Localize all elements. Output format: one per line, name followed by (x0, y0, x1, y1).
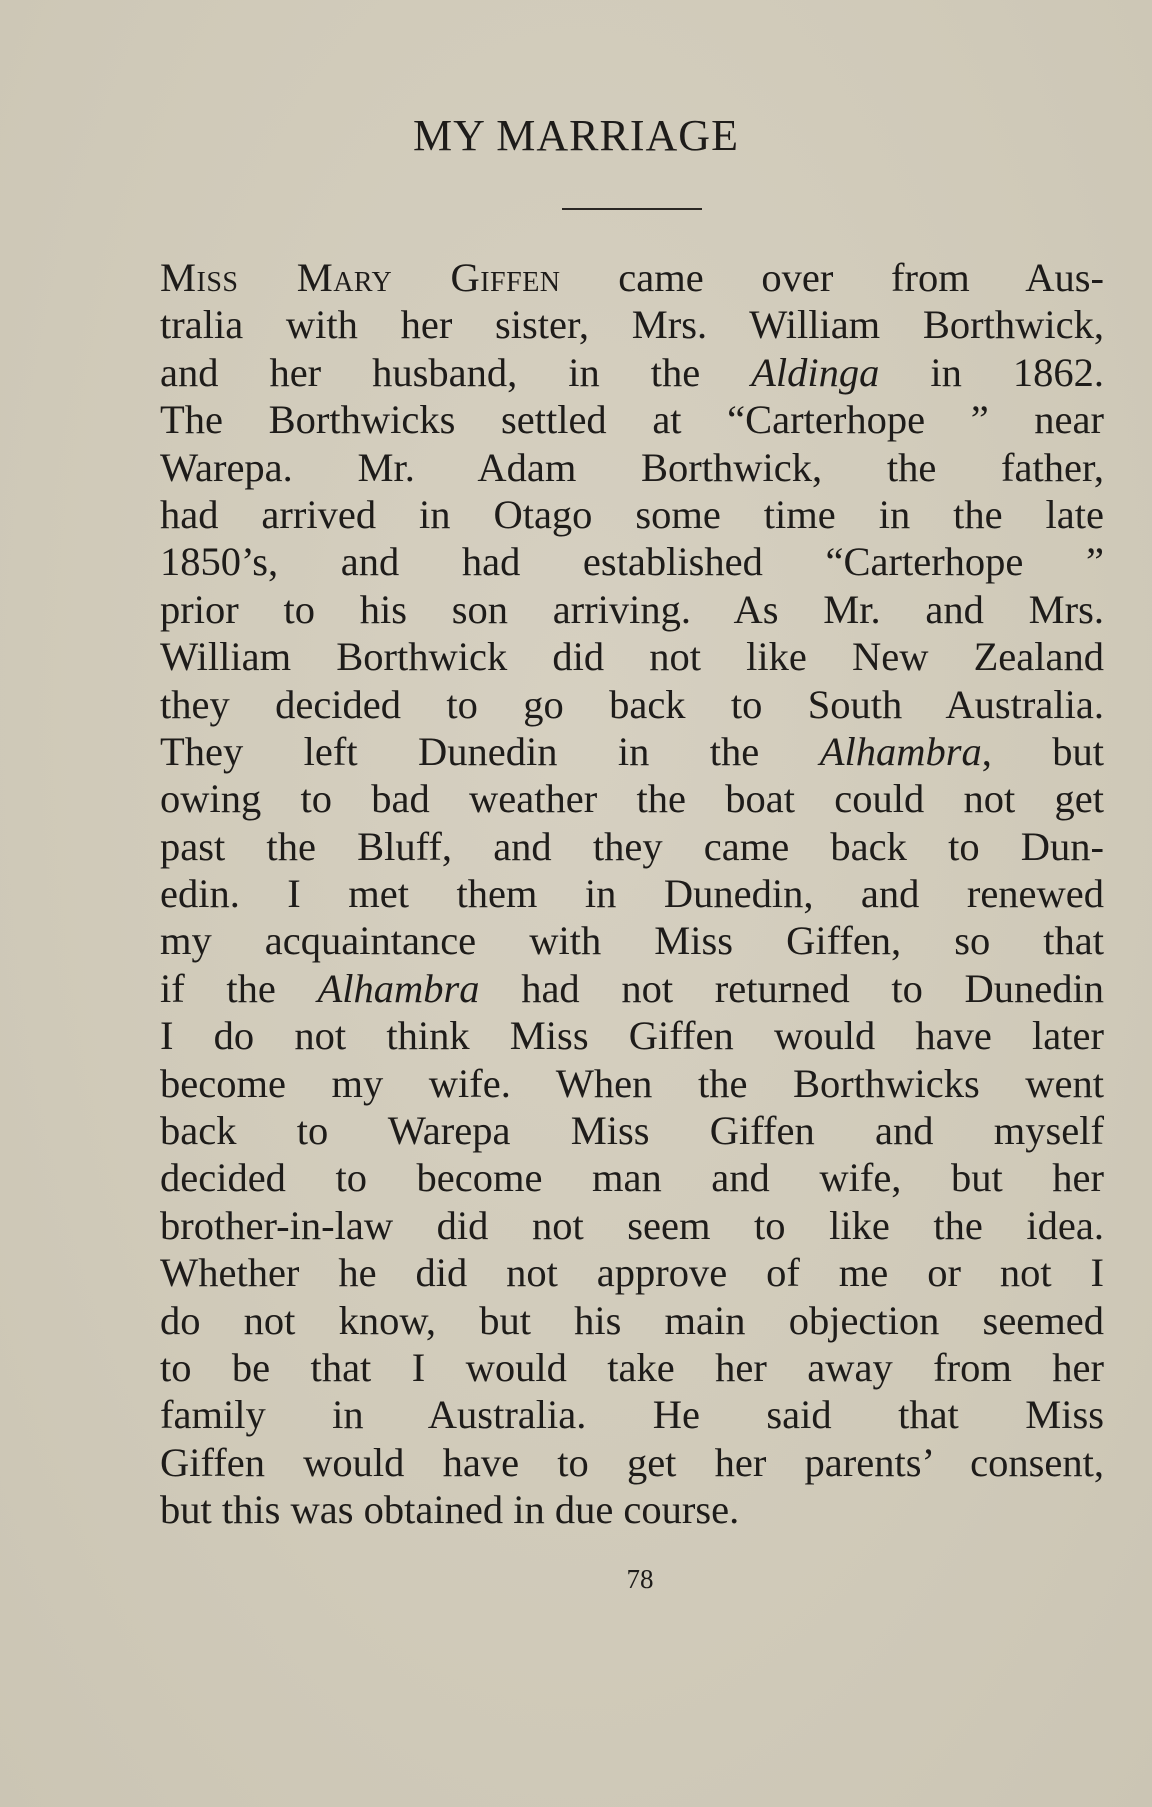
text-line: become my wife. When the Borthwicks went (160, 1060, 1104, 1106)
text-line: Warepa. Mr. Adam Borthwick, the father, (160, 444, 1104, 490)
text-line: owing to bad weather the boat could not get (160, 776, 1104, 822)
text-line: family in Australia. He said that Miss (160, 1392, 1104, 1438)
opening-small-caps: Miss Mary Giffen (160, 255, 561, 300)
page-number: 78 (626, 1564, 654, 1594)
text-line: decided to become man and wife, but her (160, 1155, 1104, 1201)
text-line: tralia with her sister, Mrs. William Borthwick, (160, 302, 1104, 348)
text-line: prior to his son arriving. As Mr. and Mrs. (160, 586, 1104, 632)
text-line: brother-in-law did not seem to like the idea. (160, 1202, 1104, 1248)
text-line: edin. I met them in Dunedin, and renewed (160, 871, 1104, 917)
text-line: 1850’s, and had established “Carterhope ” (160, 539, 1104, 585)
text-line: Whether he did not approve of me or not I (160, 1250, 1104, 1296)
text-line: they decided to go back to South Australia. (160, 681, 1104, 727)
text-line: but this was obtained in due course. (160, 1487, 740, 1533)
title-rule (562, 208, 702, 210)
line-text: came over from Aus- (560, 255, 1104, 300)
text-line: and her husband, in the Aldinga in 1862. (160, 349, 1105, 395)
body-text (160, 254, 1104, 1534)
text-line: back to Warepa Miss Giffen and myself (160, 1108, 1104, 1154)
text-line: past the Bluff, and they came back to Dun- (160, 823, 1104, 869)
text-line: do not know, but his main objection seemed (160, 1297, 1104, 1343)
text-line: to be that I would take her away from her (160, 1344, 1104, 1390)
text-line: The Borthwicks settled at “Carterhope ” near (160, 397, 1104, 443)
text-line: William Borthwick did not like New Zealand (160, 634, 1104, 680)
text-line (160, 254, 1104, 301)
text-line: had arrived in Otago some time in the late (160, 491, 1104, 537)
running-title: MY MARRIAGE (413, 111, 739, 160)
text-line: I do not think Miss Giffen would have later (160, 1013, 1104, 1059)
text-line: if the Alhambra had not returned to Dunedin (160, 965, 1104, 1011)
text-line: my acquaintance with Miss Giffen, so that (160, 918, 1104, 964)
text-line: Giffen would have to get her parents’ consent, (160, 1439, 1104, 1485)
text-line: They left Dunedin in the Alhambra, but (160, 728, 1104, 774)
